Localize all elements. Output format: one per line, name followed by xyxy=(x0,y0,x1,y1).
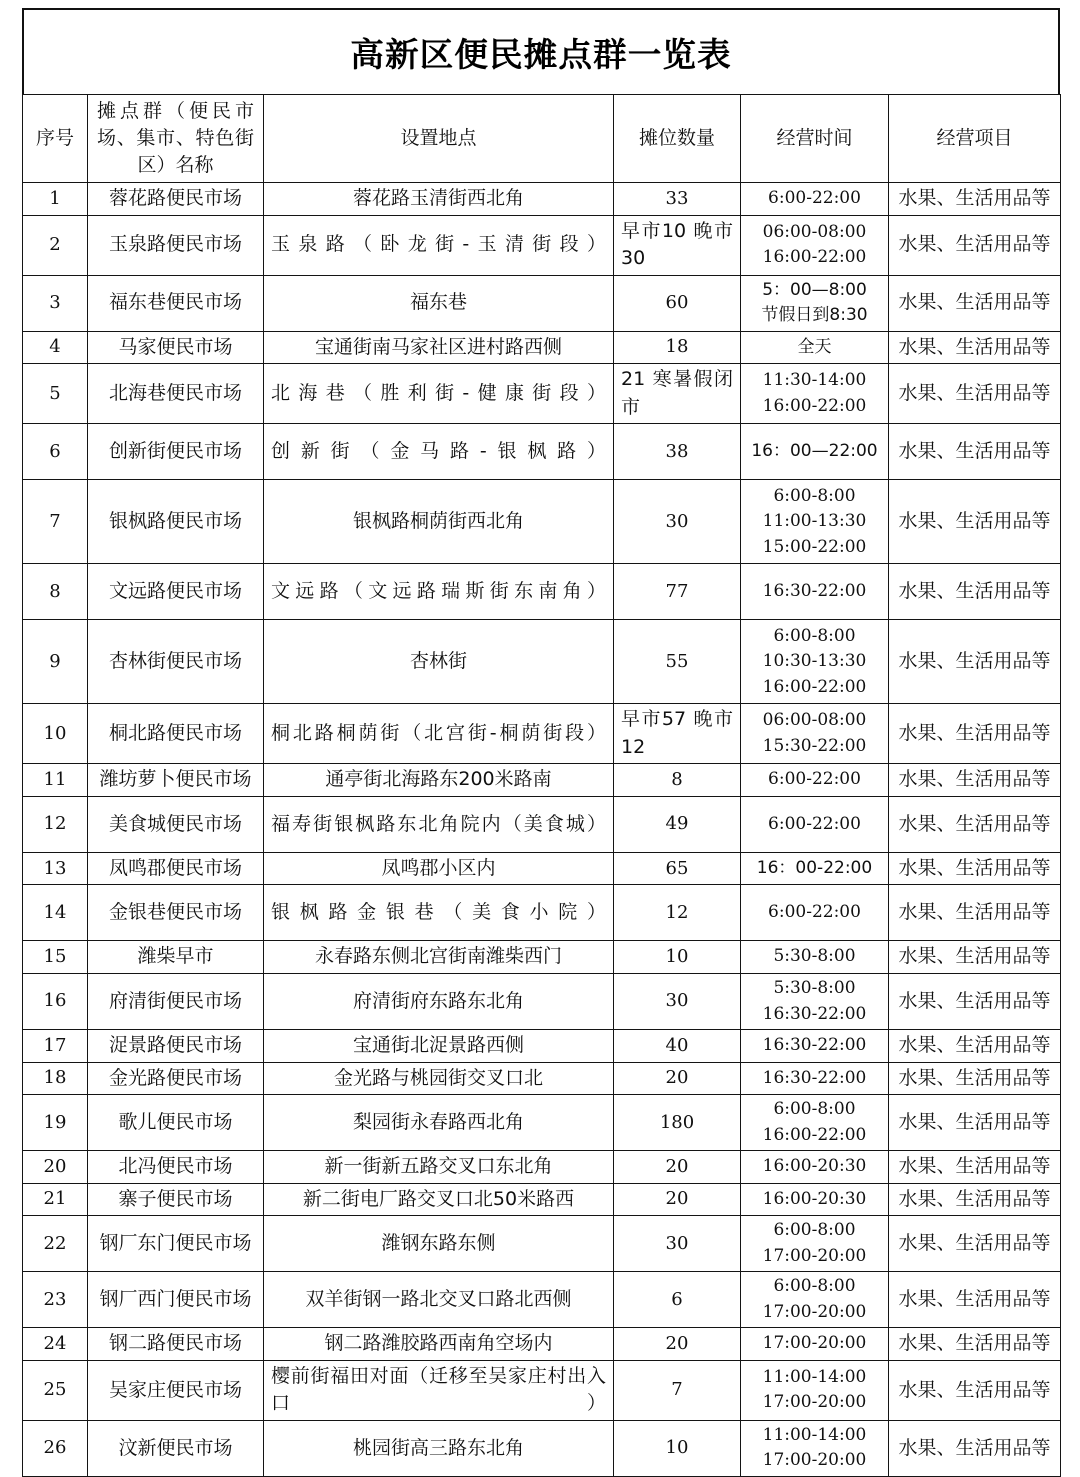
column-header-items xyxy=(889,95,1061,183)
table-row xyxy=(23,941,1061,974)
table-row xyxy=(23,852,1061,885)
cell-hours xyxy=(741,331,889,364)
hours-line: 15:00-22:00 xyxy=(762,536,867,557)
cell-business-items: 水果、生活用品等 xyxy=(889,275,1061,331)
hours-line: 6:00-22:00 xyxy=(768,813,861,834)
cell-market-name: 福东巷便民市场 xyxy=(88,275,264,331)
table-row xyxy=(23,1328,1061,1361)
cell-location: 双羊街钢一路北交叉口路北西侧 xyxy=(264,1272,614,1328)
cell-hours xyxy=(741,1272,889,1328)
table-row xyxy=(23,974,1061,1030)
cell-business-items: 水果、生活用品等 xyxy=(889,480,1061,564)
hours-line: 06:00-08:00 xyxy=(762,710,867,731)
cell-location xyxy=(264,215,614,275)
hours-line: 15:30-22:00 xyxy=(762,735,867,756)
cell-hours xyxy=(741,1062,889,1095)
table-row xyxy=(23,564,1061,620)
cell-location: 蓉花路玉清街西北角 xyxy=(264,183,614,216)
hours-line: 全天 xyxy=(797,336,832,357)
cell-location: 潍钢东路东侧 xyxy=(264,1216,614,1272)
cell-index: 19 xyxy=(23,1095,88,1151)
cell-index: 2 xyxy=(23,215,88,275)
cell-location xyxy=(264,1360,614,1420)
cell-index: 10 xyxy=(23,704,88,764)
cell-hours xyxy=(741,620,889,704)
cell-location xyxy=(264,704,614,764)
hours-line: 节假日到8:30 xyxy=(761,305,868,326)
cell-index: 1 xyxy=(23,183,88,216)
hours-line: 11:00-14:00 xyxy=(762,1424,867,1445)
cell-location: 新一街新五路交叉口东北角 xyxy=(264,1151,614,1184)
cell-index: 5 xyxy=(23,364,88,424)
hours-line: 16:30-22:00 xyxy=(762,1003,867,1024)
hours-line: 16:00-20:30 xyxy=(762,1188,867,1209)
cell-market-name: 杏林街便民市场 xyxy=(88,620,264,704)
cell-stall-count: 30 xyxy=(614,480,741,564)
hours-line: 5:30-8:00 xyxy=(773,946,856,967)
cell-market-name: 府清街便民市场 xyxy=(88,974,264,1030)
table-row xyxy=(23,704,1061,764)
cell-business-items: 水果、生活用品等 xyxy=(889,974,1061,1030)
cell-stall-count: 8 xyxy=(614,764,741,797)
cell-location xyxy=(264,796,614,852)
cell-market-name: 蓉花路便民市场 xyxy=(88,183,264,216)
cell-stall-count: 6 xyxy=(614,1272,741,1328)
cell-market-name: 北海巷便民市场 xyxy=(88,364,264,424)
cell-stall-count: 33 xyxy=(614,183,741,216)
cell-index: 13 xyxy=(23,852,88,885)
cell-market-name: 马家便民市场 xyxy=(88,331,264,364)
cell-market-name: 玉泉路便民市场 xyxy=(88,215,264,275)
table-row xyxy=(23,1030,1061,1063)
cell-hours xyxy=(741,1216,889,1272)
table-row xyxy=(23,796,1061,852)
hours-line: 5：00—8:00 xyxy=(762,279,867,300)
cell-hours xyxy=(741,1095,889,1151)
table-row xyxy=(23,1216,1061,1272)
cell-hours xyxy=(741,941,889,974)
table-row xyxy=(23,183,1061,216)
cell-business-items: 水果、生活用品等 xyxy=(889,331,1061,364)
cell-location: 新二街电厂路交叉口北50米路西 xyxy=(264,1183,614,1216)
cell-stall-count: 10 xyxy=(614,941,741,974)
cell-index: 15 xyxy=(23,941,88,974)
hours-line: 16:30-22:00 xyxy=(762,581,867,602)
location-text: 北海巷（胜利街-健康街段） xyxy=(271,381,606,404)
table-row xyxy=(23,1272,1061,1328)
cell-index: 11 xyxy=(23,764,88,797)
cell-hours xyxy=(741,852,889,885)
hours-line: 6:00-8:00 xyxy=(773,625,856,646)
hours-line: 16:30-22:00 xyxy=(762,1067,867,1088)
cell-index: 7 xyxy=(23,480,88,564)
cell-hours xyxy=(741,974,889,1030)
cell-stall-count: 77 xyxy=(614,564,741,620)
column-header-name xyxy=(88,95,264,183)
cell-hours xyxy=(741,1030,889,1063)
cell-business-items: 水果、生活用品等 xyxy=(889,183,1061,216)
table-row xyxy=(23,1360,1061,1420)
cell-business-items: 水果、生活用品等 xyxy=(889,764,1061,797)
cell-business-items: 水果、生活用品等 xyxy=(889,1360,1061,1420)
hours-line: 10:30-13:30 xyxy=(762,651,867,672)
cell-business-items: 水果、生活用品等 xyxy=(889,1420,1061,1476)
cell-market-name: 创新街便民市场 xyxy=(88,424,264,480)
cell-index: 14 xyxy=(23,885,88,941)
table-row xyxy=(23,480,1061,564)
table-row xyxy=(23,275,1061,331)
hours-line: 16:00-22:00 xyxy=(762,395,867,416)
header-label-index: 序号 xyxy=(35,127,74,150)
cell-stall-count: 55 xyxy=(614,620,741,704)
hours-line: 06:00-08:00 xyxy=(762,221,867,242)
cell-location: 府清街府东路东北角 xyxy=(264,974,614,1030)
header-label-items: 经营项目 xyxy=(936,127,1013,150)
table-row xyxy=(23,620,1061,704)
cell-stall-count: 65 xyxy=(614,852,741,885)
column-header-location xyxy=(264,95,614,183)
title-band xyxy=(22,8,1060,94)
cell-business-items: 水果、生活用品等 xyxy=(889,424,1061,480)
cell-location xyxy=(264,885,614,941)
cell-index: 22 xyxy=(23,1216,88,1272)
cell-index: 17 xyxy=(23,1030,88,1063)
cell-business-items: 水果、生活用品等 xyxy=(889,1062,1061,1095)
cell-index: 23 xyxy=(23,1272,88,1328)
table-row xyxy=(23,1151,1061,1184)
cell-index: 12 xyxy=(23,796,88,852)
cell-market-name: 歌儿便民市场 xyxy=(88,1095,264,1151)
header-label-location: 设置地点 xyxy=(400,127,477,150)
hours-line: 6:00-8:00 xyxy=(773,1099,856,1120)
cell-location xyxy=(264,424,614,480)
cell-hours xyxy=(741,275,889,331)
hours-line: 6:00-22:00 xyxy=(768,902,861,923)
cell-hours xyxy=(741,704,889,764)
cell-market-name: 吴家庄便民市场 xyxy=(88,1360,264,1420)
cell-business-items: 水果、生活用品等 xyxy=(889,1030,1061,1063)
cell-stall-count xyxy=(614,364,741,424)
cell-location: 钢二路潍胶路西南角空场内 xyxy=(264,1328,614,1361)
cell-business-items: 水果、生活用品等 xyxy=(889,215,1061,275)
location-text: 桐北路桐荫街（北宫街-桐荫街段） xyxy=(271,722,606,745)
table-row xyxy=(23,1420,1061,1476)
cell-market-name: 钢厂西门便民市场 xyxy=(88,1272,264,1328)
cell-stall-count: 49 xyxy=(614,796,741,852)
cell-hours xyxy=(741,183,889,216)
table-row xyxy=(23,1062,1061,1095)
location-text: 银枫路金银巷（美食小院） xyxy=(271,901,606,924)
table-row xyxy=(23,331,1061,364)
cell-index: 24 xyxy=(23,1328,88,1361)
header-row xyxy=(23,95,1061,183)
cell-stall-count: 18 xyxy=(614,331,741,364)
hours-line: 6:00-8:00 xyxy=(773,485,856,506)
cell-market-name: 金光路便民市场 xyxy=(88,1062,264,1095)
cell-location xyxy=(264,364,614,424)
cell-market-name: 寨子便民市场 xyxy=(88,1183,264,1216)
cell-business-items: 水果、生活用品等 xyxy=(889,1095,1061,1151)
table-row xyxy=(23,364,1061,424)
cell-stall-count: 30 xyxy=(614,974,741,1030)
cell-index: 25 xyxy=(23,1360,88,1420)
cell-hours xyxy=(741,480,889,564)
cell-business-items: 水果、生活用品等 xyxy=(889,1183,1061,1216)
cell-stall-count: 38 xyxy=(614,424,741,480)
table-row xyxy=(23,424,1061,480)
location-text: 文远路（文远路瑞斯街东南角） xyxy=(271,580,606,602)
cell-index: 26 xyxy=(23,1420,88,1476)
hours-line: 6:00-22:00 xyxy=(768,769,861,790)
cell-location: 杏林街 xyxy=(264,620,614,704)
hours-line: 6:00-8:00 xyxy=(773,1220,856,1241)
stall-count-text: 早市10 晚市30 xyxy=(621,219,733,270)
cell-location: 宝通街南马家社区进村路西侧 xyxy=(264,331,614,364)
cell-index: 20 xyxy=(23,1151,88,1184)
cell-stall-count: 20 xyxy=(614,1328,741,1361)
header-label-name: 摊点群（便民市场、集市、特色街区）名称 xyxy=(97,100,254,176)
cell-index: 16 xyxy=(23,974,88,1030)
page-title: 高新区便民摊点群一览表 xyxy=(350,34,732,74)
cell-hours xyxy=(741,424,889,480)
header-label-hours: 经营时间 xyxy=(776,127,853,150)
stall-count-text: 早市57 晚市12 xyxy=(621,708,733,758)
cell-stall-count xyxy=(614,704,741,764)
hours-line: 11:00-13:30 xyxy=(762,511,867,532)
column-header-hours xyxy=(741,95,889,183)
cell-index: 4 xyxy=(23,331,88,364)
cell-hours xyxy=(741,215,889,275)
cell-stall-count: 40 xyxy=(614,1030,741,1063)
cell-business-items: 水果、生活用品等 xyxy=(889,364,1061,424)
table-row xyxy=(23,215,1061,275)
cell-market-name: 金银巷便民市场 xyxy=(88,885,264,941)
cell-market-name: 潍坊萝卜便民市场 xyxy=(88,764,264,797)
cell-market-name: 汶新便民市场 xyxy=(88,1420,264,1476)
cell-stall-count xyxy=(614,215,741,275)
cell-business-items: 水果、生活用品等 xyxy=(889,564,1061,620)
cell-hours xyxy=(741,1360,889,1420)
cell-index: 9 xyxy=(23,620,88,704)
cell-index: 8 xyxy=(23,564,88,620)
hours-line: 17:00-20:00 xyxy=(762,1450,867,1471)
cell-location: 宝通街北浞景路西侧 xyxy=(264,1030,614,1063)
cell-location: 凤鸣郡小区内 xyxy=(264,852,614,885)
hours-line: 17:00-20:00 xyxy=(762,1301,867,1322)
cell-index: 21 xyxy=(23,1183,88,1216)
table-row xyxy=(23,764,1061,797)
cell-hours xyxy=(741,885,889,941)
cell-market-name: 美食城便民市场 xyxy=(88,796,264,852)
table-row xyxy=(23,1183,1061,1216)
location-text: 樱前街福田对面（迁移至吴家庄村出入口） xyxy=(271,1364,606,1415)
cell-stall-count: 7 xyxy=(614,1360,741,1420)
cell-stall-count: 60 xyxy=(614,275,741,331)
cell-business-items: 水果、生活用品等 xyxy=(889,941,1061,974)
hours-line: 5:30-8:00 xyxy=(773,978,856,999)
cell-business-items: 水果、生活用品等 xyxy=(889,704,1061,764)
cell-market-name: 桐北路便民市场 xyxy=(88,704,264,764)
hours-line: 16：00-22:00 xyxy=(756,857,873,878)
column-header-stall-count xyxy=(614,95,741,183)
cell-stall-count: 30 xyxy=(614,1216,741,1272)
cell-hours xyxy=(741,564,889,620)
cell-market-name: 钢二路便民市场 xyxy=(88,1328,264,1361)
cell-location: 福东巷 xyxy=(264,275,614,331)
cell-hours xyxy=(741,796,889,852)
cell-stall-count: 12 xyxy=(614,885,741,941)
header-label-stall-count: 摊位数量 xyxy=(638,127,715,150)
cell-location: 银枫路桐荫街西北角 xyxy=(264,480,614,564)
cell-stall-count: 20 xyxy=(614,1062,741,1095)
location-text: 创新街（金马路-银枫路） xyxy=(271,440,606,462)
hours-line: 16:00-22:00 xyxy=(762,1124,867,1145)
cell-market-name: 银枫路便民市场 xyxy=(88,480,264,564)
cell-market-name: 凤鸣郡便民市场 xyxy=(88,852,264,885)
cell-location: 通亭街北海路东200米路南 xyxy=(264,764,614,797)
hours-line: 11:30-14:00 xyxy=(762,370,867,391)
cell-hours xyxy=(741,1151,889,1184)
stall-market-table xyxy=(22,94,1061,1477)
cell-location xyxy=(264,564,614,620)
cell-business-items: 水果、生活用品等 xyxy=(889,796,1061,852)
cell-hours xyxy=(741,764,889,797)
cell-market-name: 潍柴早市 xyxy=(88,941,264,974)
cell-business-items: 水果、生活用品等 xyxy=(889,1216,1061,1272)
hours-line: 16：00—22:00 xyxy=(751,441,878,462)
location-text: 玉泉路（卧龙街-玉清街段） xyxy=(271,233,606,256)
table-row xyxy=(23,885,1061,941)
cell-location: 永春路东侧北宫街南潍柴西门 xyxy=(264,941,614,974)
stall-count-text: 21 寒暑假闭市 xyxy=(621,368,733,418)
cell-index: 3 xyxy=(23,275,88,331)
cell-business-items: 水果、生活用品等 xyxy=(889,852,1061,885)
cell-market-name: 北冯便民市场 xyxy=(88,1151,264,1184)
cell-stall-count: 20 xyxy=(614,1183,741,1216)
cell-location: 桃园街高三路东北角 xyxy=(264,1420,614,1476)
hours-line: 16:30-22:00 xyxy=(762,1035,867,1056)
cell-hours xyxy=(741,364,889,424)
hours-line: 17:00-20:00 xyxy=(762,1245,867,1266)
hours-line: 6:00-22:00 xyxy=(768,188,861,209)
cell-business-items: 水果、生活用品等 xyxy=(889,885,1061,941)
table-head xyxy=(23,95,1061,183)
table-body xyxy=(23,183,1061,1477)
cell-market-name: 文远路便民市场 xyxy=(88,564,264,620)
cell-stall-count: 20 xyxy=(614,1151,741,1184)
cell-location: 梨园街永春路西北角 xyxy=(264,1095,614,1151)
cell-location: 金光路与桃园街交叉口北 xyxy=(264,1062,614,1095)
hours-line: 11:00-14:00 xyxy=(762,1366,867,1387)
cell-index: 18 xyxy=(23,1062,88,1095)
hours-line: 17:00-20:00 xyxy=(762,1392,867,1413)
table-row xyxy=(23,1095,1061,1151)
hours-line: 16:00-22:00 xyxy=(762,247,867,268)
cell-business-items: 水果、生活用品等 xyxy=(889,620,1061,704)
cell-hours xyxy=(741,1420,889,1476)
hours-line: 17:00-20:00 xyxy=(762,1333,867,1354)
cell-stall-count: 10 xyxy=(614,1420,741,1476)
cell-market-name: 钢厂东门便民市场 xyxy=(88,1216,264,1272)
cell-business-items: 水果、生活用品等 xyxy=(889,1328,1061,1361)
cell-hours xyxy=(741,1183,889,1216)
hours-line: 6:00-8:00 xyxy=(773,1276,856,1297)
column-header-index xyxy=(23,95,88,183)
cell-business-items: 水果、生活用品等 xyxy=(889,1272,1061,1328)
location-text: 福寿街银枫路东北角院内（美食城） xyxy=(271,812,606,835)
cell-index: 6 xyxy=(23,424,88,480)
cell-stall-count: 180 xyxy=(614,1095,741,1151)
cell-hours xyxy=(741,1328,889,1361)
hours-line: 16:00-22:00 xyxy=(762,676,867,697)
cell-business-items: 水果、生活用品等 xyxy=(889,1151,1061,1184)
cell-market-name: 浞景路便民市场 xyxy=(88,1030,264,1063)
hours-line: 16:00-20:30 xyxy=(762,1156,867,1177)
